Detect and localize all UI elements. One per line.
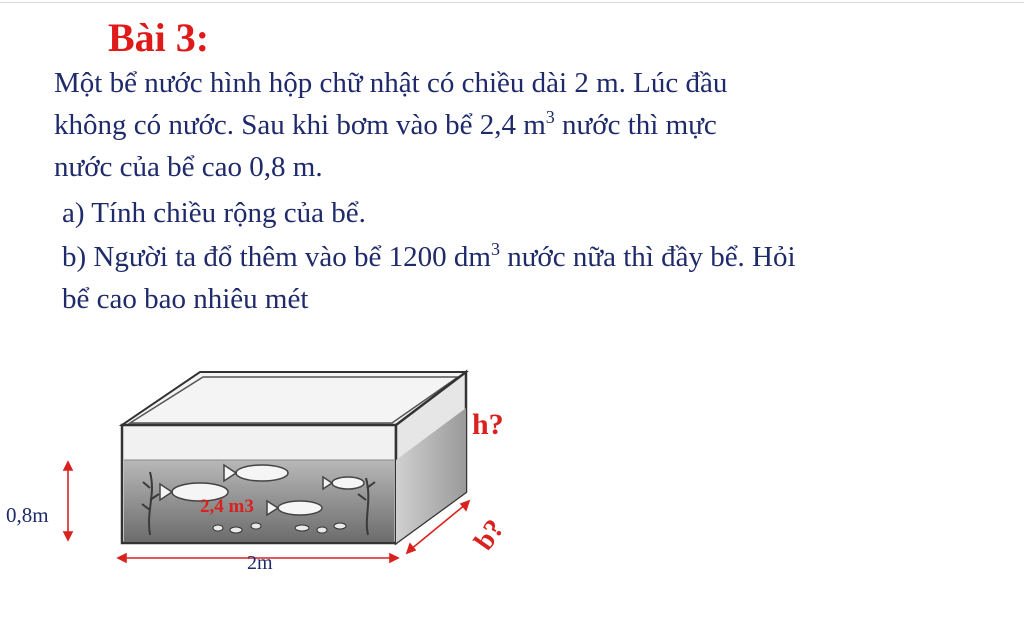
top-divider [0,2,1024,3]
length-label: 2m [247,552,273,574]
aquarium-figure [0,350,560,590]
question-b-line-2: bể cao bao nhiêu mét [62,283,309,315]
cubic-superscript: 3 [545,107,555,127]
volume-label: 2,4 m3 [200,496,254,517]
question-b-text: b) Người ta đổ thêm vào bể 1200 dm [62,241,491,273]
statement-line-2-end: nước thì mực [554,109,717,141]
statement-line-3: nước của bể cao 0,8 m. [54,151,323,183]
question-b-end: nước nữa thì đầy bể. Hỏi [499,241,796,273]
statement-line-2 [54,104,954,146]
unknown-height-label: h? [472,408,504,441]
question-b-line-1 [62,236,992,278]
statement-line-2-text: không có nước. Sau khi bơm vào bể 2,4 m [54,109,546,141]
water-height-label: 0,8m [6,503,49,527]
question-b [62,236,992,320]
cubic-superscript-b: 3 [490,239,500,259]
water-height-arrow [64,462,72,540]
problem-title: Bài 3: [108,15,210,60]
question-a: a) Tính chiều rộng của bể. [62,197,366,229]
statement-line-1: Một bể nước hình hộp chữ nhật có chiều dài 2 m. Lúc đầu [54,67,728,99]
unknown-width-label: b? [468,514,511,557]
problem-statement [54,62,954,188]
